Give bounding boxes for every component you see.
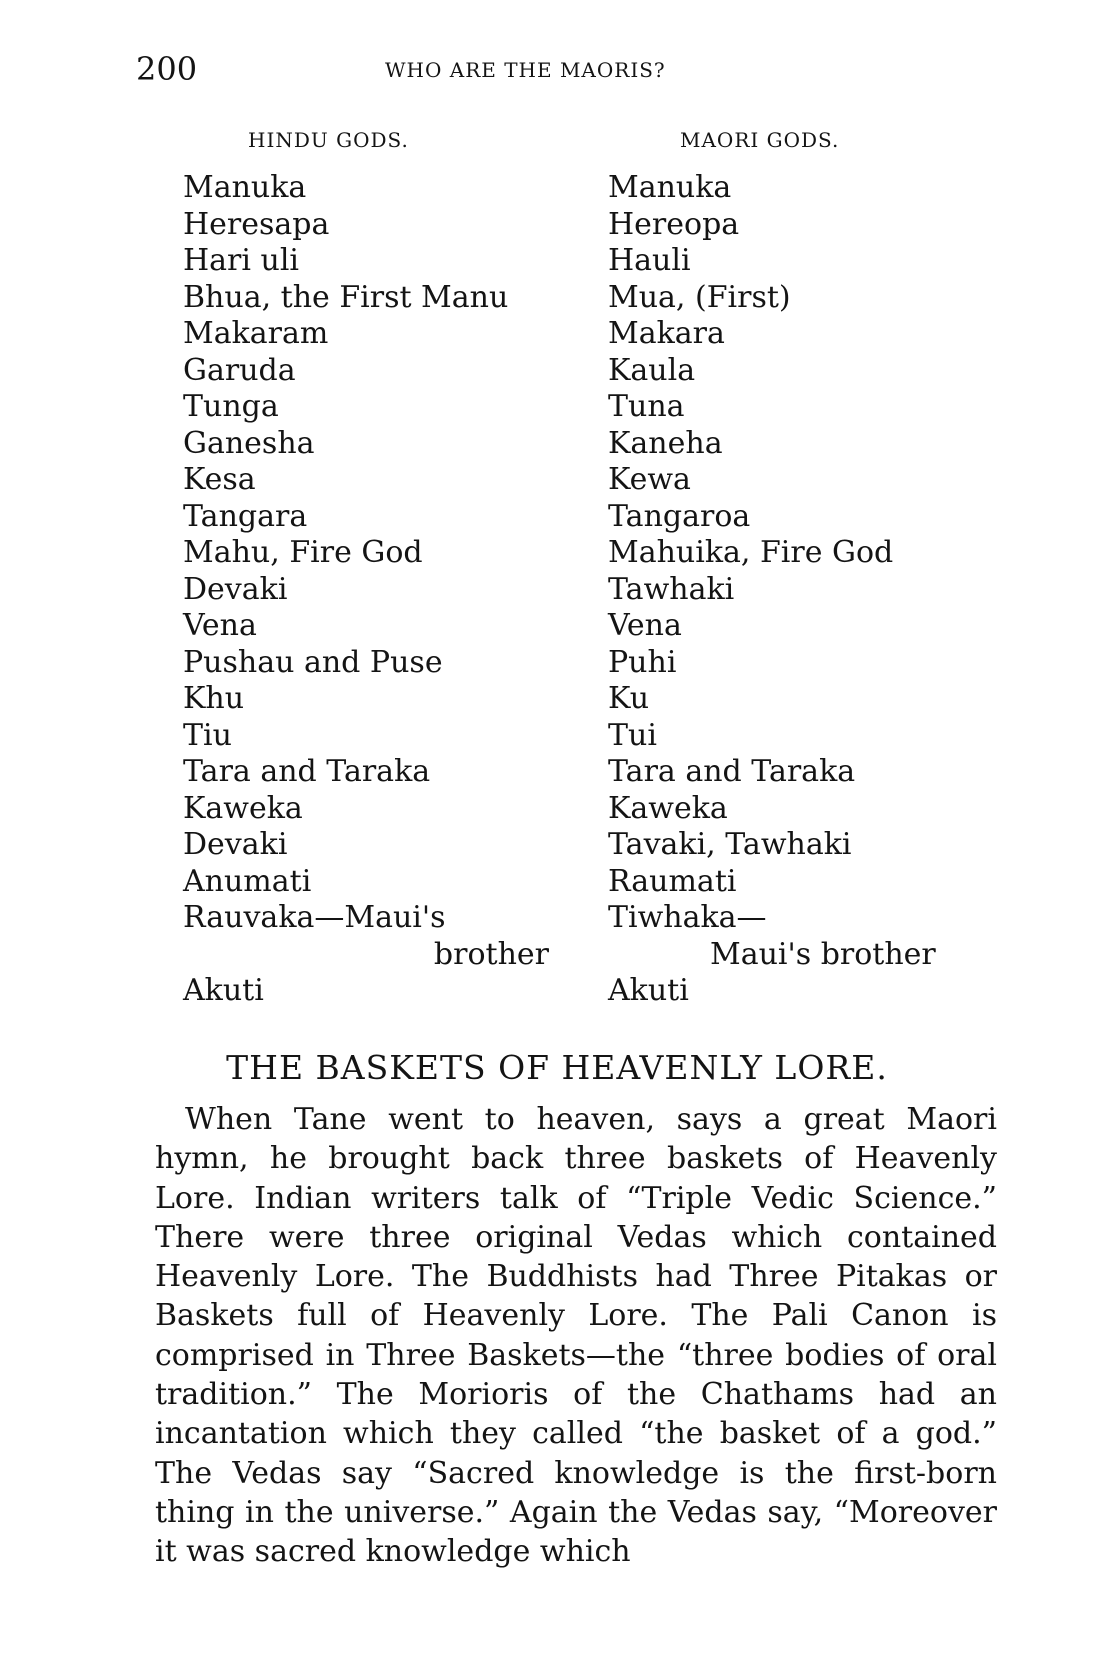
maori-gods-header: MAORI GODS. xyxy=(680,128,840,152)
section-title: THE BASKETS OF HEAVENLY LORE. xyxy=(226,1048,888,1087)
hindu-god-continuation xyxy=(183,937,553,974)
maori-god: Tavaki, Tawhaki xyxy=(608,827,852,862)
maori-god: Raumati xyxy=(608,863,737,899)
maori-god: Kaweka xyxy=(608,790,728,826)
hindu-god-continuation-text: brother xyxy=(433,936,549,972)
hindu-god: Akuti xyxy=(183,973,264,1008)
hindu-god: Anumati xyxy=(183,863,312,899)
maori-god: Kaneha xyxy=(608,425,723,461)
hindu-gods-list xyxy=(183,170,553,1010)
hindu-gods-header: HINDU GODS. xyxy=(248,128,409,152)
hindu-god: Khu xyxy=(183,681,245,716)
maori-god: Akuti xyxy=(608,973,689,1008)
hindu-god: Bhua, the First Manu xyxy=(183,279,509,315)
hindu-god: Ganesha xyxy=(183,425,315,461)
hindu-god: Makaram xyxy=(183,316,329,351)
maori-god: Tui xyxy=(608,717,657,753)
maori-god: Mua, (First) xyxy=(608,279,791,315)
maori-god: Tara and Taraka xyxy=(608,754,856,789)
maori-god: Hereopa xyxy=(608,206,740,242)
hindu-god: Manuka xyxy=(183,170,307,205)
maori-gods-list xyxy=(608,170,1008,1010)
hindu-god: Hari uli xyxy=(183,243,300,278)
maori-god: Tangaroa xyxy=(608,498,751,534)
hindu-god: Devaki xyxy=(183,571,288,607)
hindu-god: Tara and Taraka xyxy=(183,754,431,789)
body-paragraph: When Tane went to heaven, says a great Maori hymn, he brought back three baskets of Heavenly Lore. Indian writers talk of “Triple Vedic Science.” There were three original Vedas which contained Heavenly Lore. The Buddhists had Three Pitakas or Baskets full of Heavenly Lore. The Pali Canon is comprised in Three Baskets—the “three bodies of oral tradition.” The Morioris of the Chathams had an incantation which they called “the basket of a god.” The Vedas say “Sacred knowledge is the first-born thing in the universe.” Again the Vedas say, “Moreover it was sacred knowledge which xyxy=(155,1102,997,1570)
hindu-god: Vena xyxy=(183,608,257,643)
maori-god: Hauli xyxy=(608,243,691,278)
maori-god: Tiwhaka— xyxy=(608,900,767,935)
maori-god: Kewa xyxy=(608,462,691,497)
page-number: 200 xyxy=(136,50,198,88)
maori-god: Puhi xyxy=(608,644,677,680)
maori-god: Makara xyxy=(608,316,725,351)
maori-god: Vena xyxy=(608,608,682,643)
hindu-god: Kesa xyxy=(183,462,256,497)
hindu-god: Tunga xyxy=(183,389,279,424)
hindu-god: Heresapa xyxy=(183,206,330,242)
maori-god: Kaula xyxy=(608,352,696,388)
maori-god-continuation-text: Maui's brother xyxy=(710,936,936,972)
maori-god: Tawhaki xyxy=(608,571,735,607)
hindu-god: Garuda xyxy=(183,352,296,388)
maori-god-continuation xyxy=(608,937,1008,974)
running-head: WHO ARE THE MAORIS? xyxy=(385,58,666,82)
hindu-god: Pushau and Puse xyxy=(183,644,443,680)
hindu-god: Mahu, Fire God xyxy=(183,535,423,570)
maori-god: Mahuika, Fire God xyxy=(608,535,894,570)
hindu-god: Devaki xyxy=(183,827,288,862)
hindu-god: Tangara xyxy=(183,498,308,534)
hindu-god: Rauvaka—Maui's xyxy=(183,900,446,935)
hindu-god: Tiu xyxy=(183,717,232,753)
hindu-god: Kaweka xyxy=(183,790,303,826)
maori-god: Tuna xyxy=(608,389,685,424)
maori-god: Manuka xyxy=(608,170,732,205)
maori-god: Ku xyxy=(608,681,650,716)
